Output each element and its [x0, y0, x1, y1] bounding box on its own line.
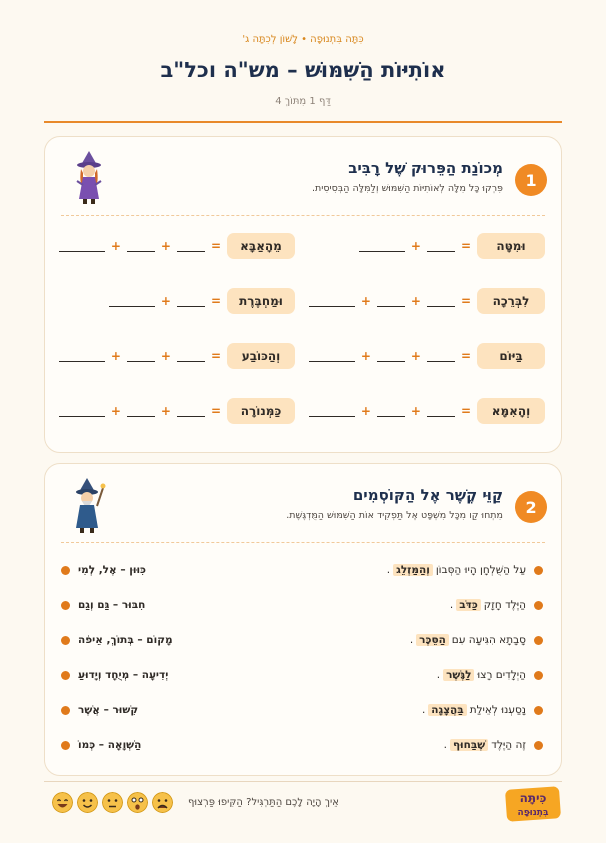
- answer-blank[interactable]: [127, 350, 155, 362]
- decompose-row: [309, 288, 545, 314]
- definition-text: הַשְׁוָאָה – כְּמוֹ: [78, 739, 142, 751]
- crying-face-icon[interactable]: [152, 792, 173, 813]
- connect-dot[interactable]: [61, 636, 70, 645]
- definition-row[interactable]: [61, 669, 168, 681]
- connect-dot[interactable]: [61, 601, 70, 610]
- neutral-face-icon[interactable]: [102, 792, 123, 813]
- plus-sign: +: [410, 404, 421, 418]
- connect-dot[interactable]: [61, 706, 70, 715]
- definition-text: יְדִיעָה – מְיֻחָד וְיָדוּעַ: [78, 669, 169, 681]
- definition-row[interactable]: [61, 564, 146, 576]
- smile-face-icon[interactable]: [77, 792, 98, 813]
- answer-blank[interactable]: [309, 405, 355, 417]
- plus-sign: +: [410, 294, 421, 308]
- answer-blank[interactable]: [377, 350, 405, 362]
- equals-sign: =: [460, 294, 471, 308]
- word-pill: וּמִטָּה: [477, 233, 545, 259]
- connect-dot[interactable]: [61, 566, 70, 575]
- brand-logo: [504, 784, 562, 824]
- plus-sign: +: [160, 294, 171, 308]
- answer-blank[interactable]: [127, 240, 155, 252]
- definition-row[interactable]: [61, 739, 141, 751]
- sentence-end: .: [409, 634, 414, 646]
- equals-sign: =: [460, 239, 471, 253]
- decompose-row: [109, 288, 295, 314]
- sentence-row[interactable]: [437, 669, 543, 681]
- happy-face-icon[interactable]: [52, 792, 73, 813]
- series-line: כִּתָּה בִּתְנוּפָה • לָשׁוֹן לְכִתָּה ג': [242, 34, 364, 45]
- answer-blank[interactable]: [127, 405, 155, 417]
- header-divider: [44, 121, 562, 123]
- plus-sign: +: [360, 294, 371, 308]
- page-title: אוֹתִיּוֹת הַשִּׁמּוּשׁ – מש"ה וכל"ב: [160, 58, 446, 82]
- definition-row[interactable]: [61, 599, 145, 611]
- section-2-subtitle: מִתְחוּ קַו מִכָּל מִשְׁפָּט אֶל תַּפְקִיד אוֹת הַשִּׁמּוּשׁ הַמֻּדְגֶּשֶׁת.: [286, 510, 503, 521]
- answer-blank[interactable]: [427, 295, 455, 307]
- plus-sign: +: [110, 404, 121, 418]
- definition-row[interactable]: [61, 634, 173, 646]
- connect-dot[interactable]: [534, 706, 543, 715]
- section-1-number: 1: [515, 164, 547, 196]
- word-pill: מֵהָאַבָּא: [227, 233, 295, 259]
- plus-sign: +: [160, 404, 171, 418]
- plus-sign: +: [110, 239, 121, 253]
- answer-blank[interactable]: [177, 350, 205, 362]
- word-pill: לִבְּרֵכָה: [477, 288, 545, 314]
- answer-blank[interactable]: [427, 240, 455, 252]
- feedback-question: אֵיךְ הָיָה לָכֶם הַתַּרְגִּיל? הַקִּיפוּ פַּרְצוּף: [188, 797, 339, 808]
- equals-sign: =: [460, 349, 471, 363]
- sentence-end: .: [386, 564, 391, 576]
- definition-text: חִבּוּר – גַּם וְגַם: [78, 599, 146, 611]
- connect-dot[interactable]: [534, 741, 543, 750]
- answer-blank[interactable]: [59, 240, 105, 252]
- answer-blank[interactable]: [377, 405, 405, 417]
- answer-blank[interactable]: [59, 350, 105, 362]
- decompose-row: [309, 398, 545, 424]
- answer-blank[interactable]: [177, 240, 205, 252]
- word-pill: בַּיּוֹם: [477, 343, 545, 369]
- sentence-text: עַל הַשֻּׁלְחָן הָיוּ הַסְּבוֹן: [435, 564, 526, 576]
- footer-divider: [44, 781, 562, 782]
- word-pill: וְהַכּוֹבַע: [227, 343, 295, 369]
- sentence-text: הַיְלָדִים רָצוּ: [477, 669, 526, 681]
- highlighted-word: וְהַמַּזְלֵג: [393, 564, 433, 576]
- answer-blank[interactable]: [109, 295, 155, 307]
- section-2-number: 2: [515, 491, 547, 523]
- sentence-row[interactable]: [444, 739, 543, 751]
- section-2-title: קַוֵּי קֶשֶׁר אֶל הַקּוֹסְמִים: [352, 486, 503, 504]
- definition-text: קִשּׁוּר – אֲשֶׁר: [78, 704, 139, 716]
- section-2-card: [44, 463, 562, 776]
- sentence-text: הַיֶּלֶד חָזָק: [483, 599, 526, 611]
- sentence-end: .: [436, 669, 441, 681]
- connect-dot[interactable]: [534, 636, 543, 645]
- answer-blank[interactable]: [177, 295, 205, 307]
- highlighted-word: בַּהֲצָגָה: [428, 704, 466, 716]
- sentence-row[interactable]: [387, 564, 543, 576]
- word-pill: וּמַחְבֶּרֶת: [227, 288, 295, 314]
- equals-sign: =: [210, 294, 221, 308]
- connect-dot[interactable]: [61, 741, 70, 750]
- plus-sign: +: [360, 404, 371, 418]
- highlighted-word: הַסֵּכֶּר: [416, 634, 449, 646]
- face-rating: [52, 792, 173, 813]
- decompose-row: [359, 233, 545, 259]
- sentence-end: .: [421, 704, 426, 716]
- word-pill: כַּמְּנוֹרָה: [227, 398, 295, 424]
- plus-sign: +: [360, 349, 371, 363]
- connect-dot[interactable]: [534, 601, 543, 610]
- logo-line-2: בִּתְנוּפָה: [517, 808, 549, 818]
- equals-sign: =: [210, 239, 221, 253]
- equals-sign: =: [210, 404, 221, 418]
- plus-sign: +: [160, 239, 171, 253]
- answer-blank[interactable]: [359, 240, 405, 252]
- decompose-row: [59, 398, 295, 424]
- sentence-row[interactable]: [410, 634, 543, 646]
- sentence-text: זֶה הַיֶּלֶד: [491, 739, 526, 751]
- logo-line-1: כִּיתָּה: [519, 791, 547, 805]
- definition-row[interactable]: [61, 704, 138, 716]
- connect-dot[interactable]: [534, 566, 543, 575]
- answer-blank[interactable]: [309, 295, 355, 307]
- highlighted-word: כַּדֹּב: [456, 599, 481, 611]
- decompose-row: [59, 233, 295, 259]
- section-1-dashed-divider: [61, 215, 545, 216]
- answer-blank[interactable]: [377, 295, 405, 307]
- connect-dot[interactable]: [534, 671, 543, 680]
- section-1-subtitle: פִּרְקוּ כָּל מִלָּה לְאוֹתִיּוֹת הַשִּׁמּוּשׁ וְלַמִּלָּה הַבְּסִיסִית.: [311, 183, 503, 194]
- sentence-end: .: [449, 599, 454, 611]
- definition-text: מָקוֹם – בְּתוֹךְ, אֵיפֹה: [78, 634, 173, 646]
- word-pill: וְהָאִמָּא: [477, 398, 545, 424]
- section-1-title: מְכוֹנַת הַפֵּרוּק שֶׁל רָבִּיב: [348, 159, 503, 177]
- decompose-row: [59, 343, 295, 369]
- answer-blank[interactable]: [59, 405, 105, 417]
- sentence-end: .: [443, 739, 447, 751]
- highlighted-word: שֶׁבַּחוּף: [450, 739, 488, 751]
- answer-blank[interactable]: [427, 405, 455, 417]
- plus-sign: +: [410, 349, 421, 363]
- sentence-text: נָסַעְנוּ לְאֵילַת: [469, 704, 526, 716]
- wizard-boy-icon: [71, 478, 107, 534]
- plus-sign: +: [160, 349, 171, 363]
- equals-sign: =: [460, 404, 471, 418]
- definition-text: כִּוּוּן – אֶל, לְמִי: [78, 564, 147, 576]
- section-2-dashed-divider: [61, 542, 545, 543]
- sentence-row[interactable]: [450, 599, 543, 611]
- answer-blank[interactable]: [309, 350, 355, 362]
- equals-sign: =: [210, 349, 221, 363]
- plus-sign: +: [110, 349, 121, 363]
- plus-sign: +: [410, 239, 421, 253]
- sentence-row[interactable]: [422, 704, 543, 716]
- page-number: דַּף 1 מִתּוֹךְ 4: [275, 96, 331, 107]
- connect-dot[interactable]: [61, 671, 70, 680]
- wizard-girl-icon: [71, 151, 107, 205]
- sentence-text: סָבָתָא הִגִּיעָה עִם: [451, 634, 526, 646]
- section-1-card: [44, 136, 562, 453]
- highlighted-word: לַגֶּשֶׁר: [443, 669, 474, 681]
- answer-blank[interactable]: [427, 350, 455, 362]
- answer-blank[interactable]: [177, 405, 205, 417]
- shocked-face-icon[interactable]: [127, 792, 148, 813]
- decompose-row: [309, 343, 545, 369]
